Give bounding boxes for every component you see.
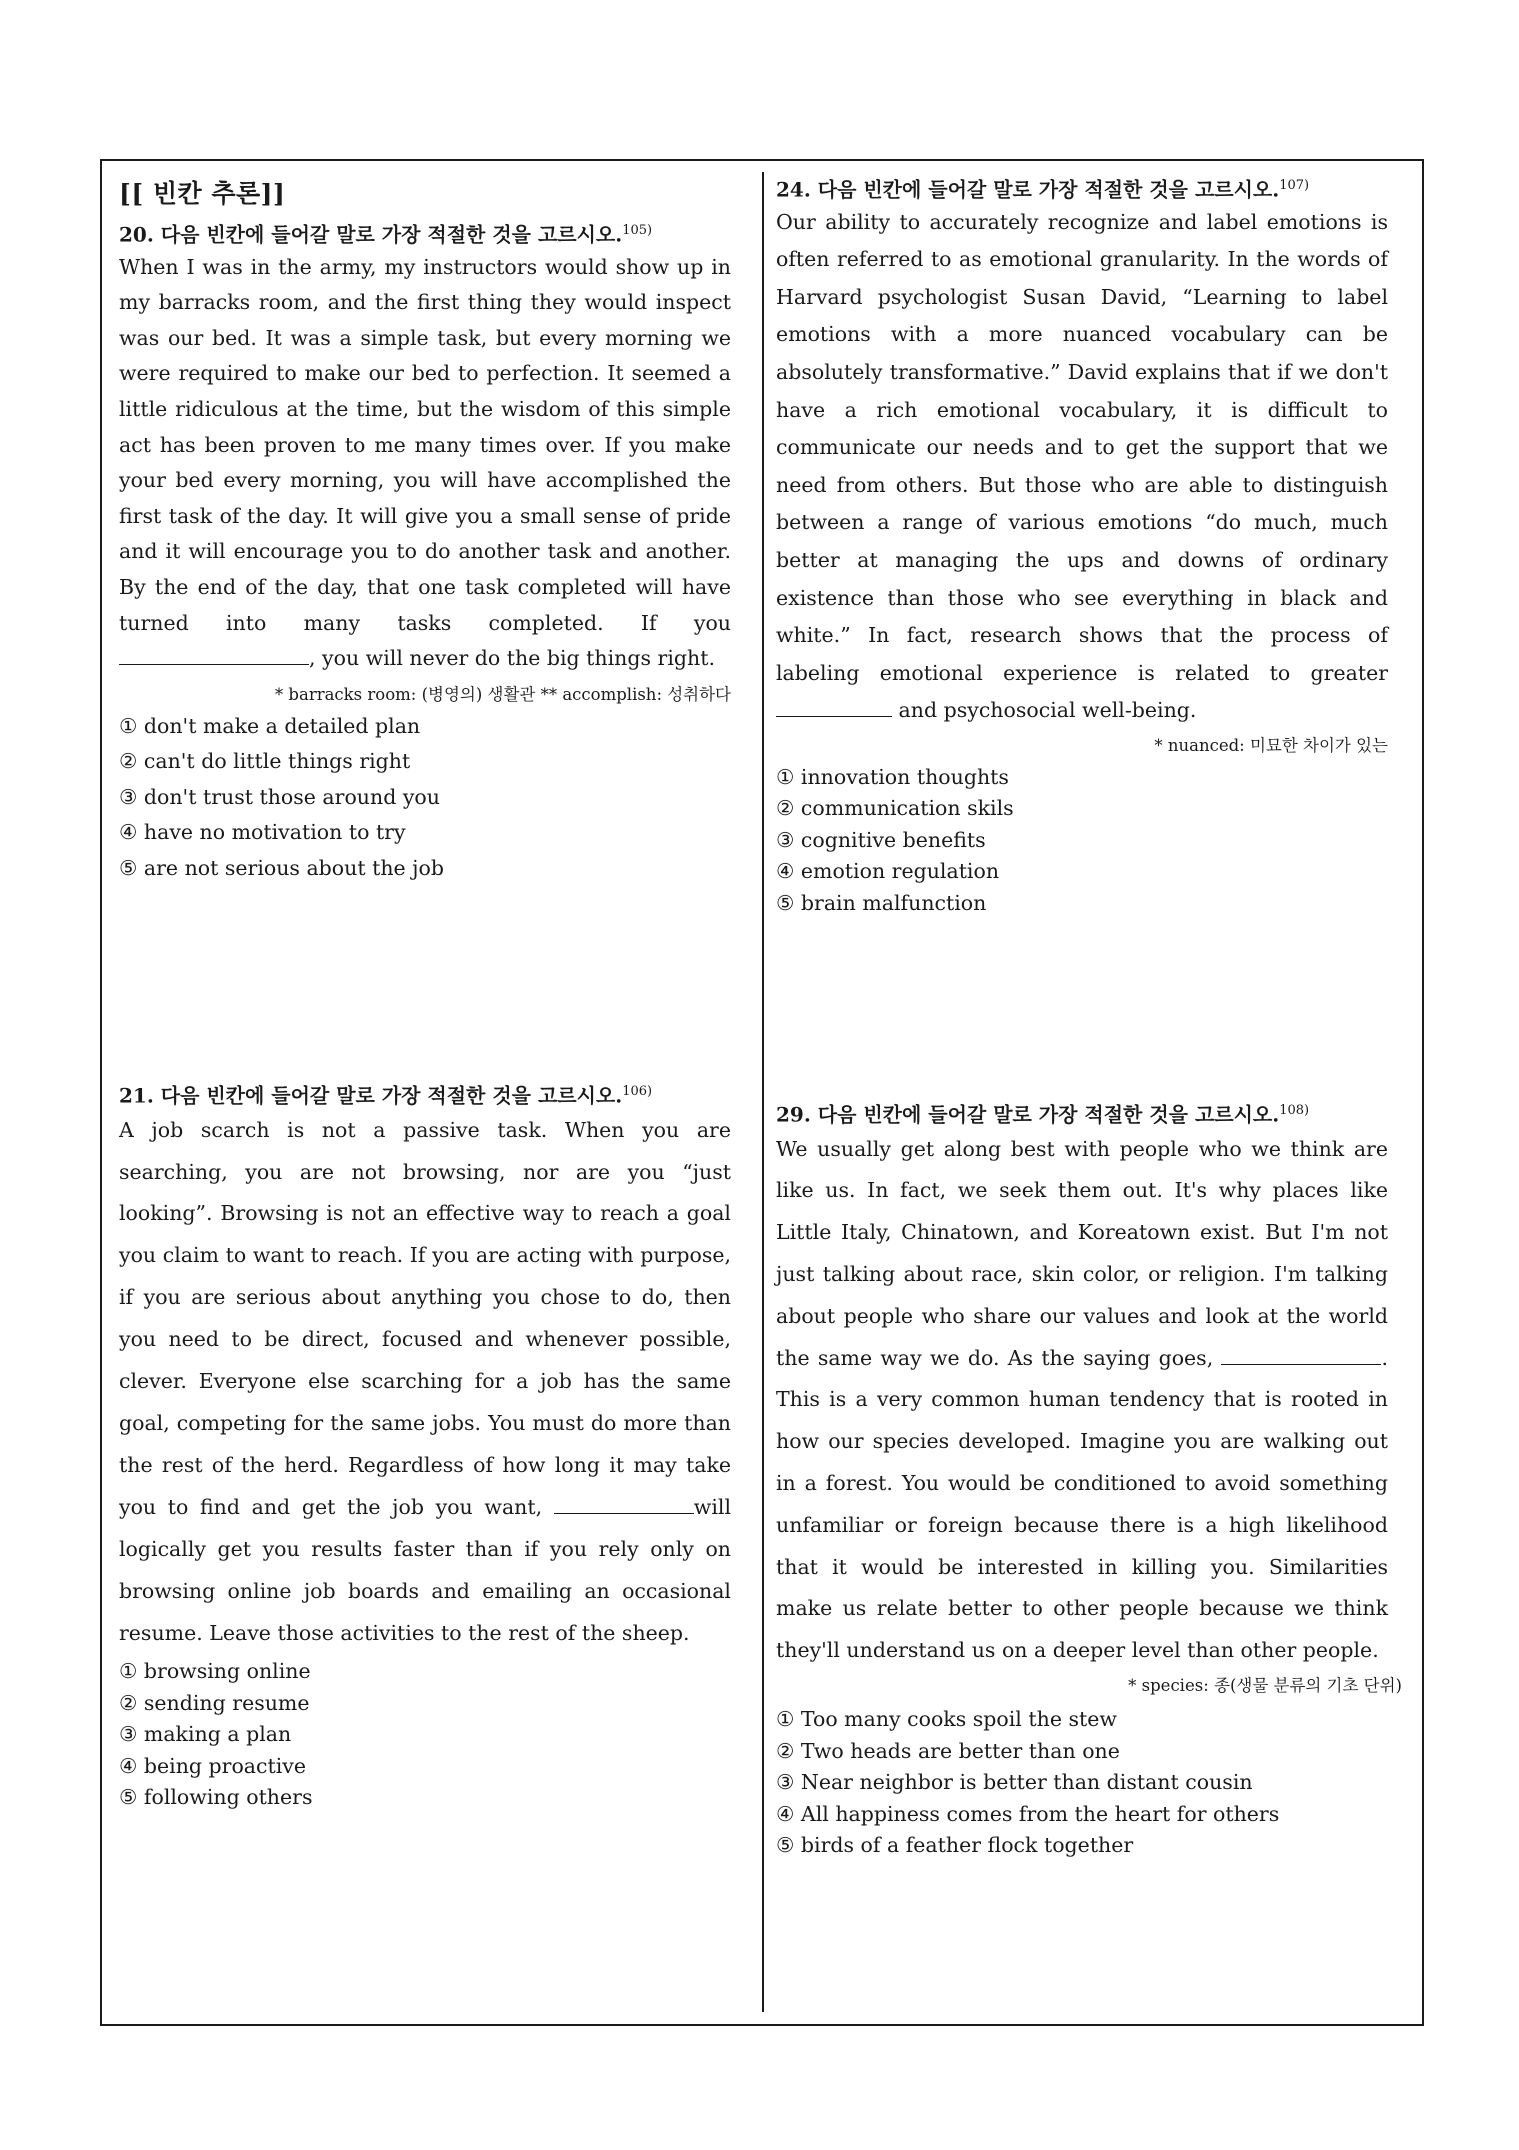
- option-4[interactable]: ④ emotion regulation: [776, 859, 1000, 884]
- answer-blank: [776, 696, 892, 717]
- option-2[interactable]: ② Two heads are better than one: [776, 1738, 1120, 1763]
- option-2[interactable]: ② sending resume: [119, 1690, 310, 1715]
- footnote: * species: 종(생물 분류의 기초 단위): [1128, 1676, 1402, 1696]
- option-2[interactable]: ② can't do little things right: [119, 749, 411, 774]
- option-1[interactable]: ① Too many cooks spoil the stew: [776, 1707, 1117, 1732]
- option-4[interactable]: ④ have no motivation to try: [119, 820, 406, 845]
- answer-options: [776, 1704, 1388, 1862]
- answer-options: [119, 709, 731, 887]
- question-20: [119, 174, 731, 886]
- footnote-ref: 106): [622, 1084, 653, 1099]
- footnote-ref: 108): [1279, 1103, 1310, 1118]
- answer-blank: [1221, 1344, 1381, 1365]
- option-5[interactable]: ⑤ birds of a feather flock together: [776, 1833, 1134, 1858]
- question-header: 29. 다음 빈칸에 들어갈 말로 가장 적절한 것을 고르시오.$^{108)}$: [776, 1102, 1310, 1127]
- section-title: [[ 빈칸 추론]]: [119, 179, 286, 208]
- question-header: 24. 다음 빈칸에 들어갈 말로 가장 적절한 것을 고르시오.$^{107)}$: [776, 177, 1310, 202]
- option-3[interactable]: ③ don't trust those around you: [119, 784, 440, 809]
- answer-blank: [554, 1493, 694, 1514]
- question-21: [119, 1078, 731, 1814]
- question-header: 20. 다음 빈칸에 들어갈 말로 가장 적절한 것을 고르시오.$^{105)}$: [119, 222, 653, 247]
- option-2[interactable]: ② communication skils: [776, 796, 1014, 821]
- option-5[interactable]: ⑤ are not serious about the job: [119, 855, 445, 880]
- footnote: * barracks room: (병영의) 생활관 ** accomplish: 성취하다: [274, 684, 731, 704]
- question-24: [776, 172, 1388, 919]
- passage: Our ability to accurately recognize and label emotions is often referred to as emotional granularity. In the words of Harvard psychologist Susan David, “Learning to label emotions with a more nuanced vocabulary can be absolutely transformative.” David explains that if we don't have a rich emotional vocabulary, it is difficult to communicate our needs and to get the support that we need from others. But those who are able to distinguish between a range of various emotions “do much, much better at managing the ups and downs of ordinary existence than those who see everything in black and white.” In fact, research shows that the process of labeling emotional experience is related to greater and psychosocial well-being.: [776, 209, 1388, 723]
- option-4[interactable]: ④ being proactive: [119, 1753, 307, 1778]
- footnote-ref: 107): [1279, 178, 1310, 193]
- option-3[interactable]: ③ cognitive benefits: [776, 827, 986, 852]
- option-1[interactable]: ① don't make a detailed plan: [119, 713, 421, 738]
- option-3[interactable]: ③ making a plan: [119, 1722, 292, 1747]
- passage: We usually get along best with people who we think are like us. In fact, we seek them out. It's why places like Little Italy, Chinatown, and Koreatown exist. But I'm not just talking about race, skin color, or religion. I'm talking about people who share our values and look at the world the same way we do. As the saying goes, . This is a very common human tendency that is rooted in how our species developed. Imagine you are walking out in a forest. You would be conditioned to avoid something unfamiliar or foreign because there is a high likelihood that it would be interested in killing you. Similarities make us relate better to other people because we think they'll understand us on a deeper level than other people.: [776, 1136, 1388, 1663]
- option-4[interactable]: ④ All happiness comes from the heart for others: [776, 1801, 1280, 1826]
- question-29: [776, 1097, 1402, 1862]
- option-5[interactable]: ⑤ following others: [119, 1785, 313, 1810]
- footnote-ref: 105): [622, 223, 653, 238]
- option-3[interactable]: ③ Near neighbor is better than distant cousin: [776, 1770, 1253, 1795]
- column-divider: [762, 172, 764, 2012]
- answer-options: [776, 762, 1388, 920]
- option-1[interactable]: ① browsing online: [119, 1659, 311, 1684]
- question-header: 21. 다음 빈칸에 들어갈 말로 가장 적절한 것을 고르시오.$^{106)}$: [119, 1083, 653, 1108]
- option-1[interactable]: ① innovation thoughts: [776, 764, 1009, 789]
- answer-blank: [119, 644, 309, 665]
- footnote: * nuanced: 미묘한 차이가 있는: [1154, 735, 1388, 755]
- passage: A job scarch is not a passive task. When you are searching, you are not browsing, nor are you “just looking”. Browsing is not an effective way to reach a goal you claim to want to reach. If you are acting with purpose, if you are serious about anything you chose to do, then you need to be direct, focused and whenever possible, clever. Everyone else scarching for a job has the same goal, competing for the same jobs. You must do more than the rest of the herd. Regardless of how long it may take you to find and get the job you want, will logically get you results faster than if you rely only on browsing online job boards and emailing an occasional resume. Leave those activities to the rest of the sheep.: [119, 1117, 731, 1645]
- passage: When I was in the army, my instructors would show up in my barracks room, and the first thing they would inspect was our bed. It was a simple task, but every morning we were required to make our bed to perfection. It seemed a little ridiculous at the time, but the wisdom of this simple act has been proven to me many times over. If you make your bed every morning, you will have accomplished the first task of the day. It will give you a small sense of pride and it will encourage you to do another task and another. By the end of the day, that one task completed will have turned into many tasks completed. If you , you will never do the big things right.: [119, 254, 731, 671]
- option-5[interactable]: ⑤ brain malfunction: [776, 890, 987, 915]
- answer-options: [119, 1656, 731, 1814]
